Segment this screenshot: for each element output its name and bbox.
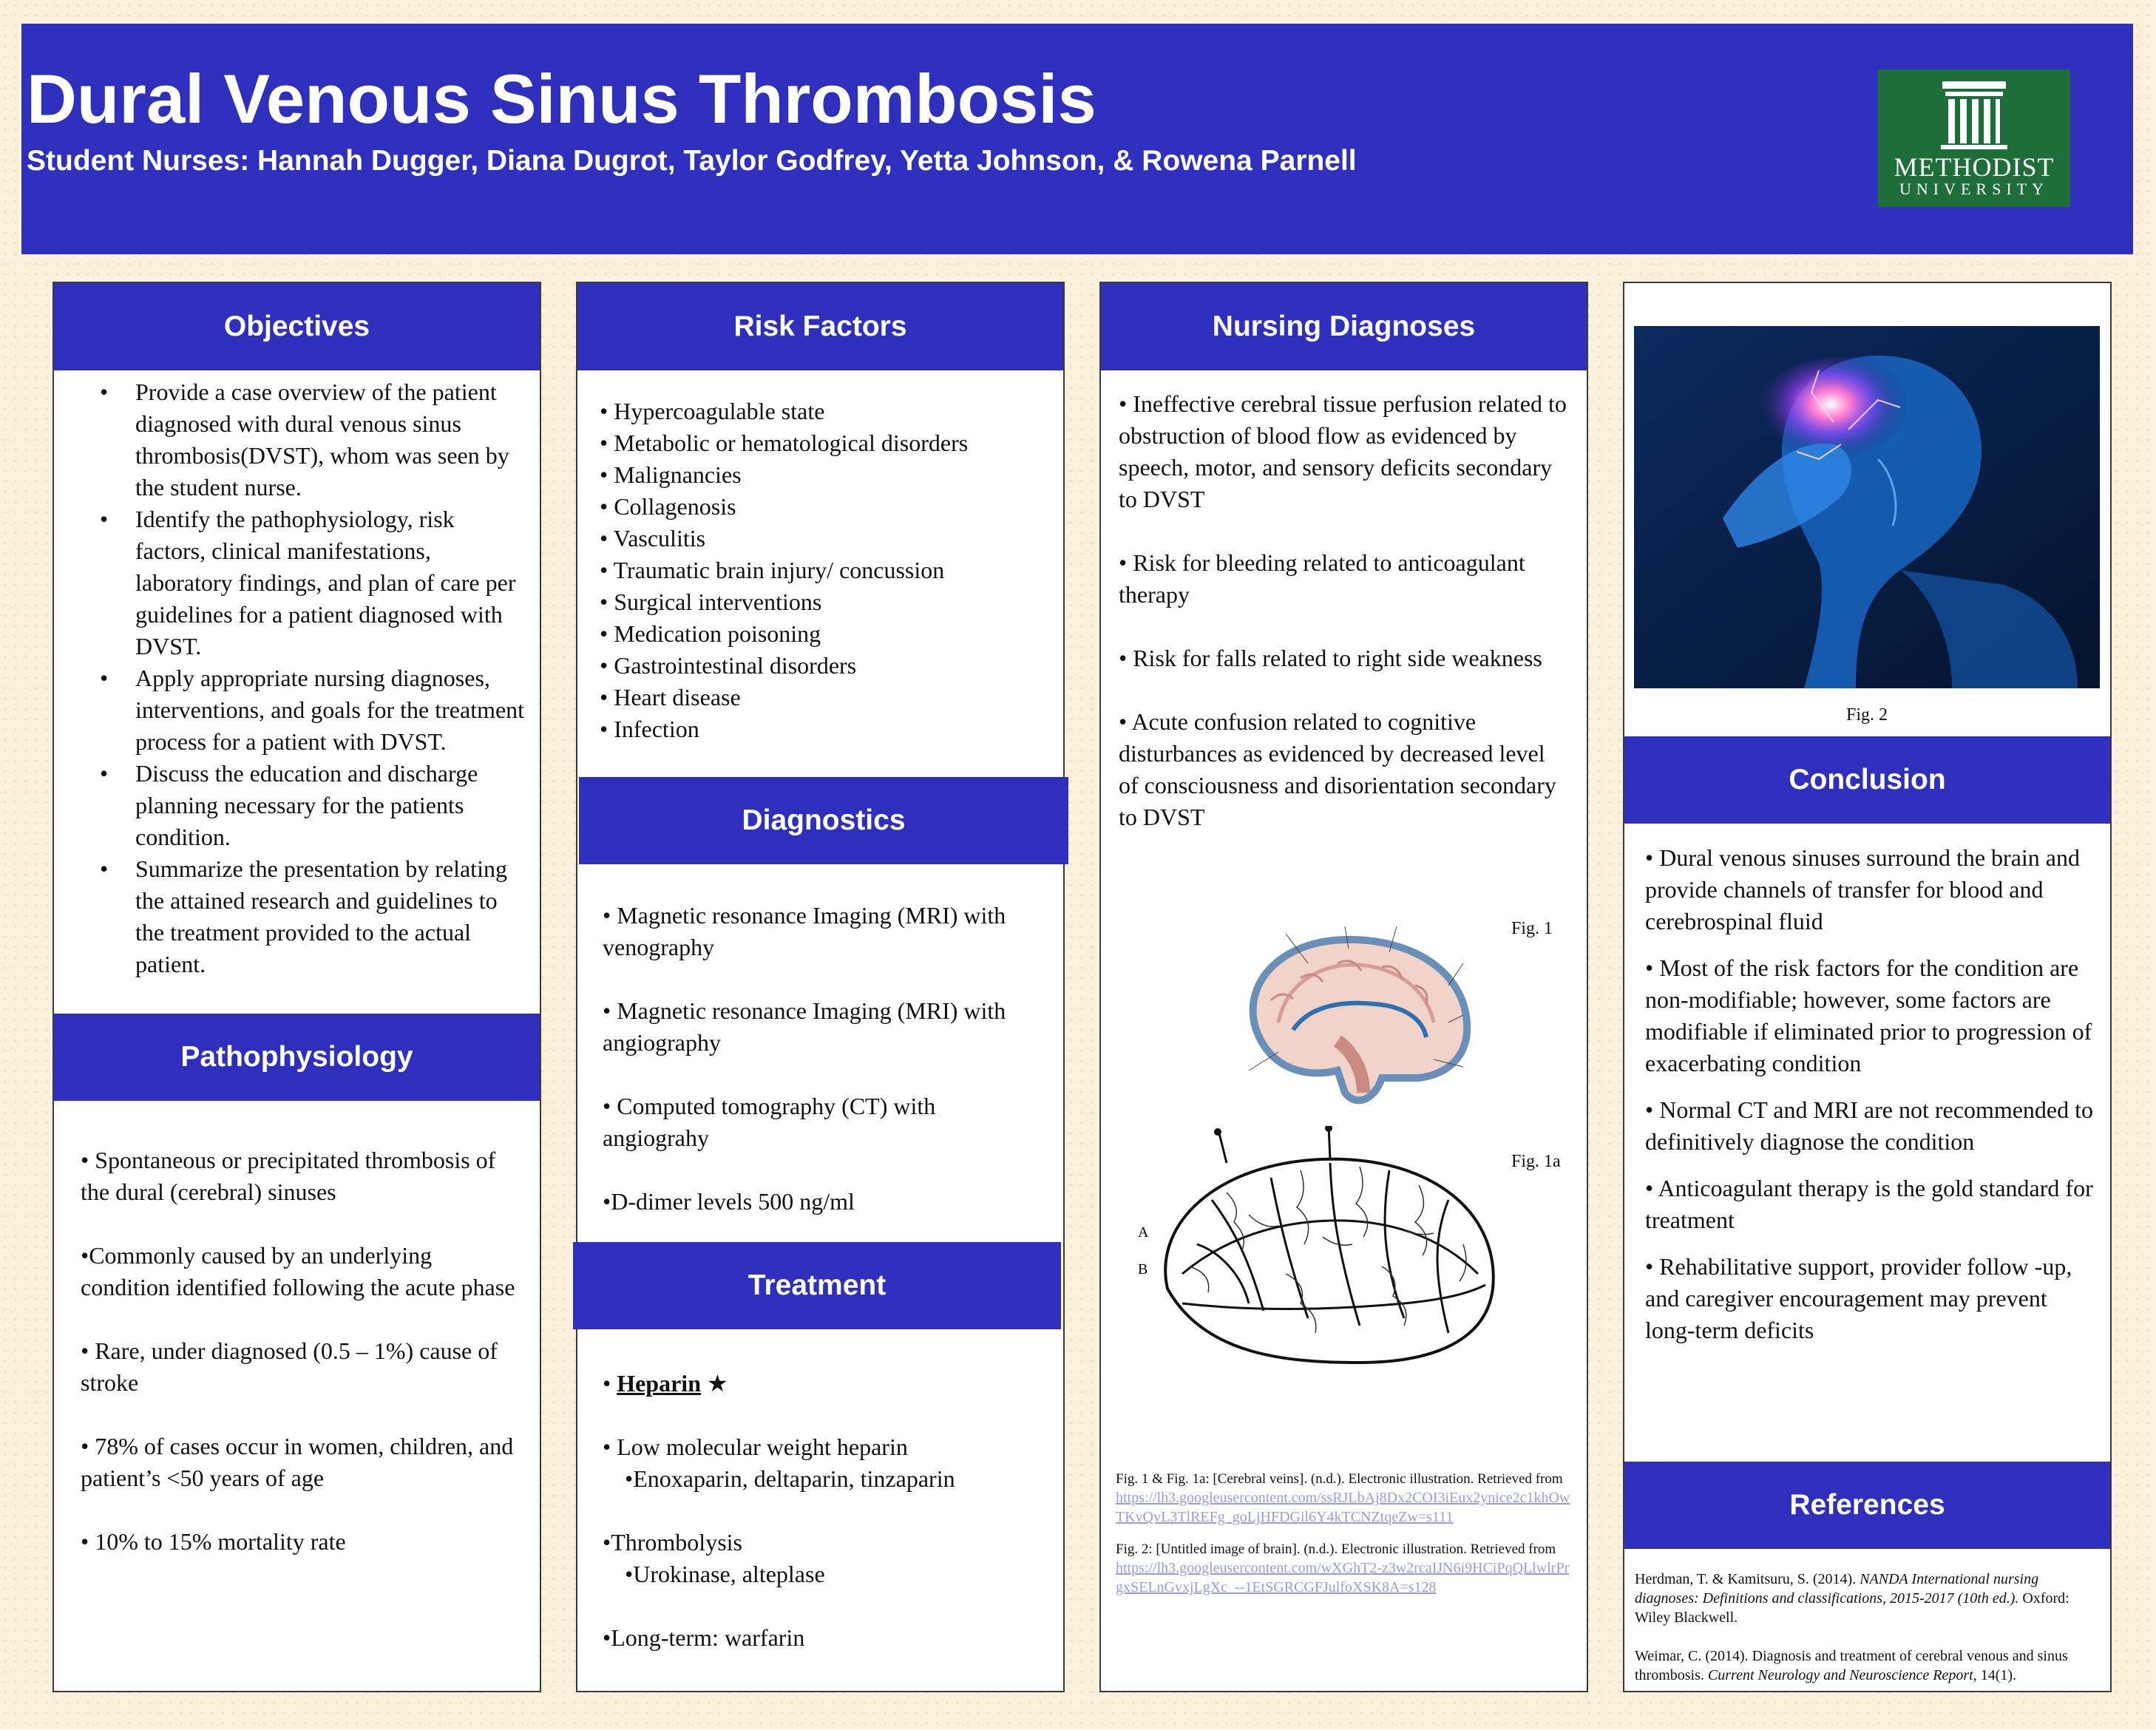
list-item: •Thrombolysis xyxy=(603,1529,742,1556)
objectives-list xyxy=(69,376,527,980)
citation-fig2-link[interactable]: https://lh3.googleusercontent.com/wXGhT2-z3w2rcaIJN6i9HCiPqQLlwlrPrgxSELnGvxjLgXc_--1EtSGRCGFJulfoXSK8A=s128 xyxy=(1116,1560,1570,1595)
diagnostics-heading: Diagnostics xyxy=(579,777,1068,864)
reference-volume: , 14(1). xyxy=(1973,1667,2017,1683)
list-item: • Low molecular weight heparin xyxy=(603,1434,908,1460)
nursing-diagnoses-list xyxy=(1119,388,1570,833)
citation-fig1-link[interactable]: https://lh3.googleusercontent.com/ssRJLbAj8Dx2COI3iEux2ynice2c1khOwTKvQvL3TlREFg_goLjHFDGil6Y4kTCNZtqeZw=s111 xyxy=(1116,1490,1570,1525)
references-list xyxy=(1635,1570,2093,1685)
columns-logo-icon xyxy=(1933,80,2015,151)
list-item: • Infection xyxy=(600,716,699,742)
reference-journal: Current Neurology and Neuroscience Report xyxy=(1707,1667,1973,1683)
list-item: • Apply appropriate nursing diagnoses, interventions, and goals for the treatment process for a patient with DVST. xyxy=(69,662,527,758)
list-item xyxy=(603,1368,1046,1400)
list-item: • Malignancies xyxy=(600,461,742,488)
risk-factors-heading: Risk Factors xyxy=(577,283,1063,370)
list-item: • Hypercoagulable state xyxy=(600,398,825,424)
list-item: • Acute confusion related to cognitive disturbances as evidenced by decreased level of consciousness and disorientation secondary to DVST xyxy=(1119,708,1556,830)
title-banner xyxy=(21,24,2133,254)
logo-subwordmark: UNIVERSITY xyxy=(1899,180,2049,198)
references-heading: References xyxy=(1624,1462,2110,1549)
star-icon: ★ xyxy=(706,1370,728,1397)
citation-fig1: Fig. 1 & Fig. 1a: [Cerebral veins]. (n.d.). Electronic illustration. Retrieved from xyxy=(1116,1471,1563,1487)
list-item: •Urokinase, alteplase xyxy=(625,1561,825,1587)
cerebral-veins-illustration xyxy=(1138,1126,1522,1377)
svg-text:A: A xyxy=(1138,1224,1149,1241)
heparin-label: Heparin xyxy=(617,1370,701,1397)
reference-authors: Weimar, C. (2014). Diagnosis and treatment of cerebral venous and sinus thrombosis. xyxy=(1635,1648,2068,1683)
list-item: • Risk for bleeding related to anticoagulant therapy xyxy=(1119,549,1525,608)
column-3 xyxy=(1099,282,1588,1692)
column-2 xyxy=(576,282,1065,1692)
list-item: • Rare, under diagnosed (0.5 – 1%) cause of stroke xyxy=(81,1337,498,1396)
list-item: • Ineffective cerebral tissue perfusion related to obstruction of blood flow as evidenced by speech, motor, and sensory deficits secondary to DVST xyxy=(1119,390,1567,512)
list-item: • Metabolic or hematological disorders xyxy=(600,430,969,456)
treatment-list xyxy=(603,1368,1046,1654)
pathophysiology-list xyxy=(81,1144,524,1558)
list-item: • Anticoagulant therapy is the gold standard for treatment xyxy=(1645,1175,2093,1233)
conclusion-list xyxy=(1645,842,2096,1346)
list-item: • Provide a case overview of the patient diagnosed with dural venous sinus thrombosis(DVST), whom was seen by the student nurse. xyxy=(69,376,527,503)
list-item: • Medication poisoning xyxy=(600,620,821,647)
list-item: • Summarize the presentation by relating the attained research and guidelines to the treatment provided to the actual patient. xyxy=(69,853,527,980)
list-item: •Enoxaparin, deltaparin, tinzaparin xyxy=(625,1465,955,1492)
list-item: • Magnetic resonance Imaging (MRI) with angiography xyxy=(603,997,1006,1056)
logo-wordmark: METHODIST xyxy=(1894,152,2055,182)
list-item: • Identify the pathophysiology, risk factors, clinical manifestations, laboratory findings, and plan of care per guidelines for a patient diagnosed with DVST. xyxy=(69,503,527,662)
conclusion-heading: Conclusion xyxy=(1624,736,2110,824)
list-item: • 10% to 15% mortality rate xyxy=(81,1528,346,1555)
reference-publisher: Oxford: Wiley Blackwell. xyxy=(1635,1590,2069,1626)
list-item: • Most of the risk factors for the condition are non-modifiable; however, some factors are modifiable if eliminated prior to progression of exacerbating condition xyxy=(1645,954,2092,1076)
list-item: • Computed tomography (CT) with angiograhy xyxy=(603,1093,936,1151)
list-item: • 78% of cases occur in women, children, and patient’s <50 years of age xyxy=(81,1433,514,1491)
treatment-heading: Treatment xyxy=(573,1242,1061,1329)
nursing-diagnoses-heading: Nursing Diagnoses xyxy=(1101,283,1587,370)
fig1a-label: Fig. 1a xyxy=(1511,1152,1561,1171)
reference-item xyxy=(1635,1646,2093,1685)
list-item: • Discuss the education and discharge planning necessary for the patients condition. xyxy=(69,758,527,853)
svg-text:B: B xyxy=(1138,1261,1148,1278)
risk-factors-list xyxy=(600,396,1043,745)
figure-citations xyxy=(1116,1470,1574,1597)
column-1 xyxy=(52,282,541,1692)
list-item: • Heart disease xyxy=(600,684,741,710)
list-item: • Rehabilitative support, provider follow -up, and caregiver encouragement may prevent long-term deficits xyxy=(1645,1253,2072,1343)
list-item: • Vasculitis xyxy=(600,525,706,552)
fig1-label: Fig. 1 xyxy=(1511,919,1553,938)
column-4 xyxy=(1623,282,2112,1692)
list-item: • Traumatic brain injury/ concussion xyxy=(600,557,945,583)
list-item: •D-dimer levels 500 ng/ml xyxy=(603,1188,855,1215)
bullet-marker: • xyxy=(603,1370,617,1397)
list-item: • Magnetic resonance Imaging (MRI) with venography xyxy=(603,902,1006,960)
list-item: • Surgical interventions xyxy=(600,588,822,615)
list-item: •Long-term: warfarin xyxy=(603,1624,805,1651)
university-logo xyxy=(1878,69,2070,207)
citation-fig2: Fig. 2: [Untitled image of brain]. (n.d.). Electronic illustration. Retrieved from xyxy=(1116,1541,1556,1557)
diagnostics-list xyxy=(603,900,1046,1218)
list-item: • Normal CT and MRI are not recommended to definitively diagnose the condition xyxy=(1645,1096,2094,1155)
author-line: Student Nurses: Hannah Dugger, Diana Dugrot, Taylor Godfrey, Yetta Johnson, & Rowena Parnell xyxy=(27,145,1357,177)
sagittal-brain-illustration xyxy=(1227,919,1493,1111)
poster-title: Dural Venous Sinus Thrombosis xyxy=(27,60,1096,138)
list-item: •Commonly caused by an underlying condition identified following the acute phase xyxy=(81,1242,515,1300)
reference-item xyxy=(1635,1570,2093,1627)
list-item: • Collagenosis xyxy=(600,493,736,520)
reference-authors: Herdman, T. & Kamitsuru, S. (2014). xyxy=(1635,1571,1860,1587)
list-item: • Spontaneous or precipitated thrombosis of the dural (cerebral) sinuses xyxy=(81,1147,496,1205)
fig2-label: Fig. 2 xyxy=(1846,705,1888,725)
pathophysiology-heading: Pathophysiology xyxy=(54,1014,540,1101)
headache-brain-image xyxy=(1634,326,2100,688)
objectives-heading: Objectives xyxy=(54,283,540,370)
reference-title: NANDA International nursing diagnoses: Definitions and classifications, 2015-2017 (10th ed.). xyxy=(1635,1571,2039,1607)
list-item: • Risk for falls related to right side weakness xyxy=(1119,645,1542,671)
list-item: • Gastrointestinal disorders xyxy=(600,652,857,679)
list-item: • Dural venous sinuses surround the brain and provide channels of transfer for blood and cerebrospinal fluid xyxy=(1645,844,2080,934)
